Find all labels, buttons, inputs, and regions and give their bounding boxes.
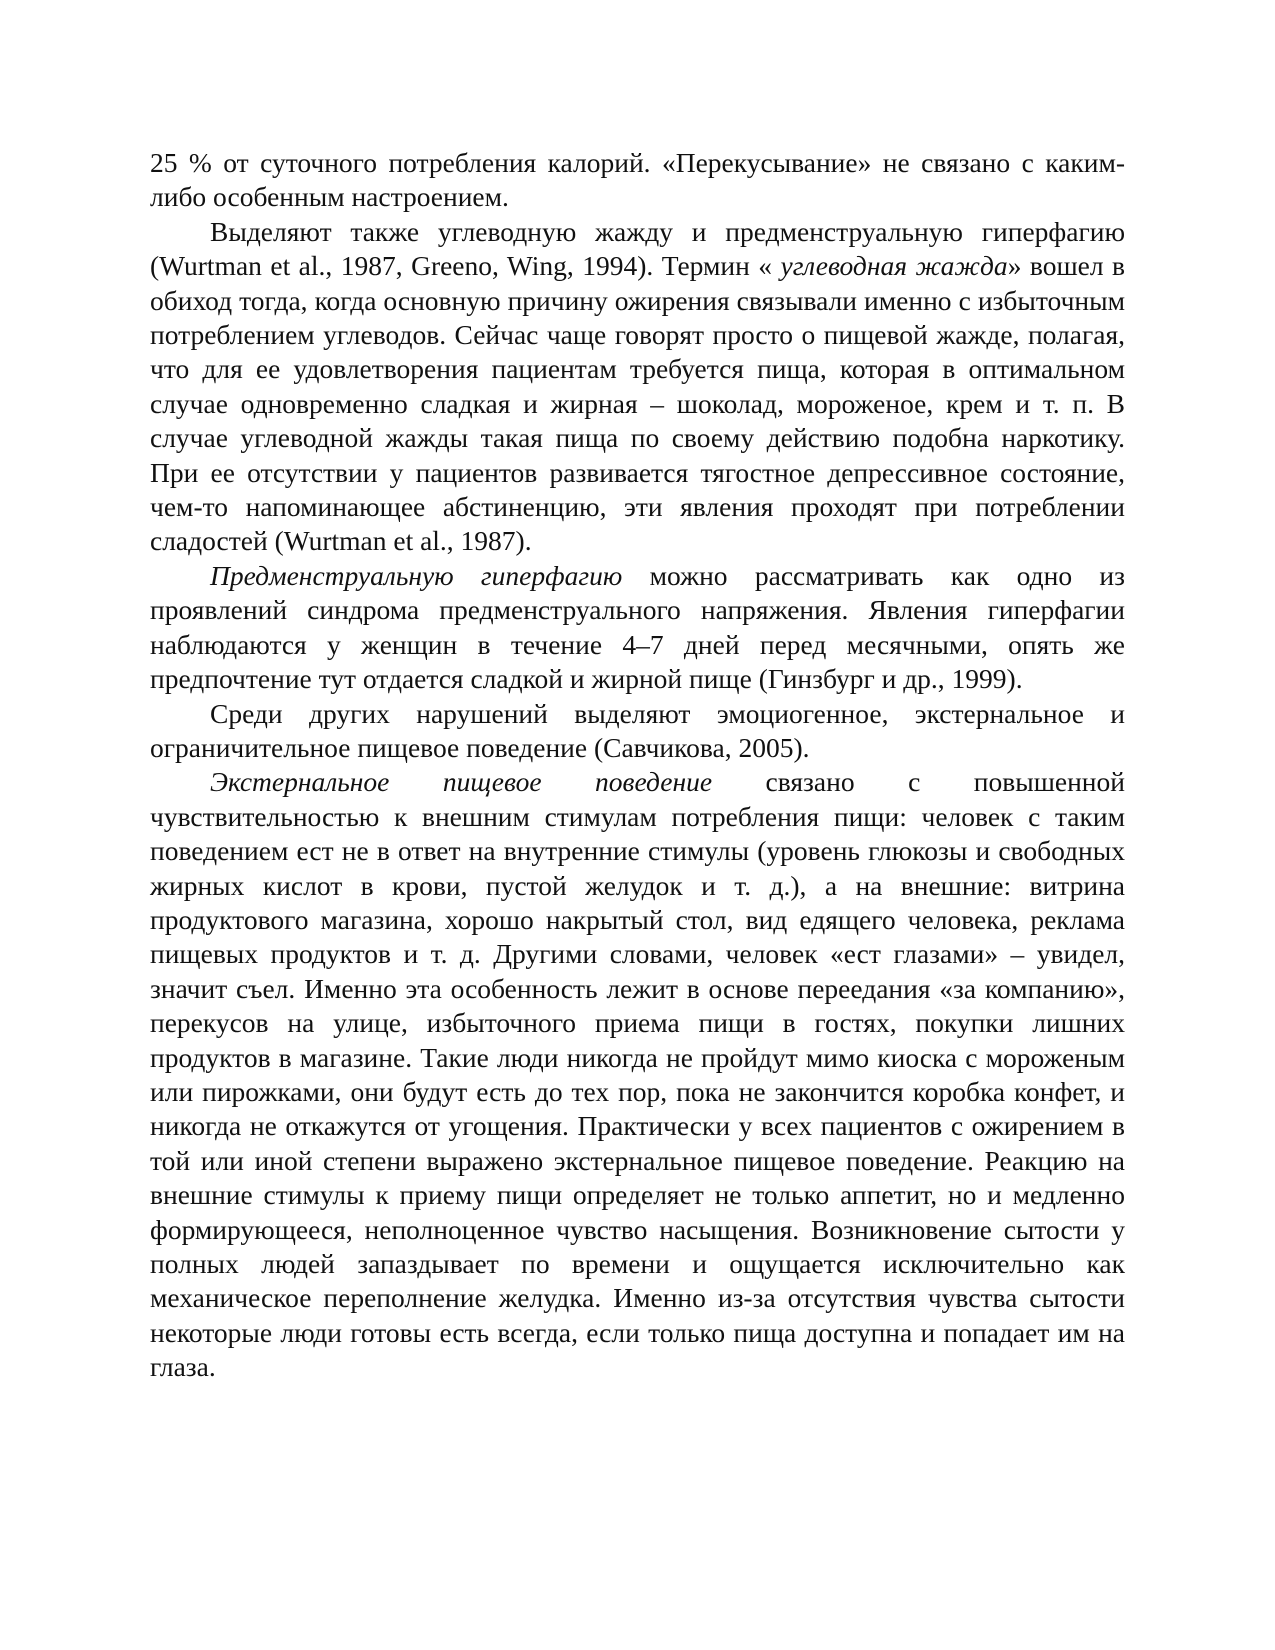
paragraph-text: Выделяют также углеводную жажду и предменструальную гиперфагию (Wurtman et al., 1987, Greeno, Wing, 1994). Термин « [150,215,1125,282]
paragraph-snacking-end [150,146,1125,215]
italic-term: углеводная жажда [780,250,1008,282]
paragraph-external-eating [150,765,1125,1384]
paragraph-carbohydrate-craving [150,215,1125,559]
document-page [150,146,1125,1385]
italic-term: Экстернальное пищевое поведение [210,766,713,798]
paragraph-text: 25 % от суточного потребления калорий. «Перекусывание» не связано с каким-либо особенным настроением. [150,147,1125,213]
paragraph-text: » вошел в обиход тогда, когда основную причину ожирения связывали именно с избыточным потреблением углеводов. Сейчас чаще говорят просто о пищевой жажде, полагая, что для ее удовлетворения пациентам требуется пища, которая в оптимальном случае одновременно сладкая и жирная – шоколад, мороженое, крем и т. п. В случае углеводной жажды такая пища по своему действию подобна наркотику. При ее отсутствии у пациентов развивается тягостное депрессивное состояние, чем-то напоминающее абстиненцию, эти явления проходят при потреблении сладостей (Wurtman et al., 1987). [150,250,1126,557]
paragraph-text: можно рассматривать как одно из проявлений синдрома предменструального напряжения. Явления гиперфагии наблюдаются у женщин в течение 4–7 дней перед месячными, опять же предпочтение тут отдается сладкой и жирной пище (Гинзбург и др., 1999). [150,559,1125,695]
paragraph-text: связано с повышенной чувствительностью к внешним стимулам потребления пищи: человек с таким поведением ест не в ответ на внутренние стимулы (уровень глюкозы и свободных жирных кислот в крови, пустой желудок и т. д.), а на внешние: витрина продуктового магазина, хорошо накрытый стол, вид едящего человека, реклама пищевых продуктов и т. д. Другими словами, человек «ест глазами» – увидел, значит съел. Именно эта особенность лежит в основе переедания «за компанию», перекусов на улице, избыточного приема пищи в гостях, покупки лишних продуктов в магазине. Такие люди никогда не пройдут мимо киоска с мороженым или пирожками, они будут есть до тех пор, пока не закончится коробка конфет, и никогда не откажутся от угощения. Практически у всех пациентов с ожирением в той или иной степени выражено экстернальное пищевое поведение. Реакцию на внешние стимулы к приему пищи определяет не только аппетит, но и медленно формирующееся, неполноценное чувство насыщения. Возникновение сытости у полных людей запаздывает по времени и ощущается исключительно как механическое переполнение желудка. Именно из-за отсутствия чувства сытости некоторые люди готовы есть всегда, если только пища доступна и попадает им на глаза. [150,766,1125,1383]
paragraph-other-disorders [150,697,1125,766]
italic-term: Предменструальную гиперфагию [210,559,623,591]
paragraph-text: Среди других нарушений выделяют эмоциогенное, экстернальное и ограничительное пищевое поведение (Савчикова, 2005). [150,697,1125,763]
paragraph-premenstrual-hyperphagia [150,559,1125,697]
